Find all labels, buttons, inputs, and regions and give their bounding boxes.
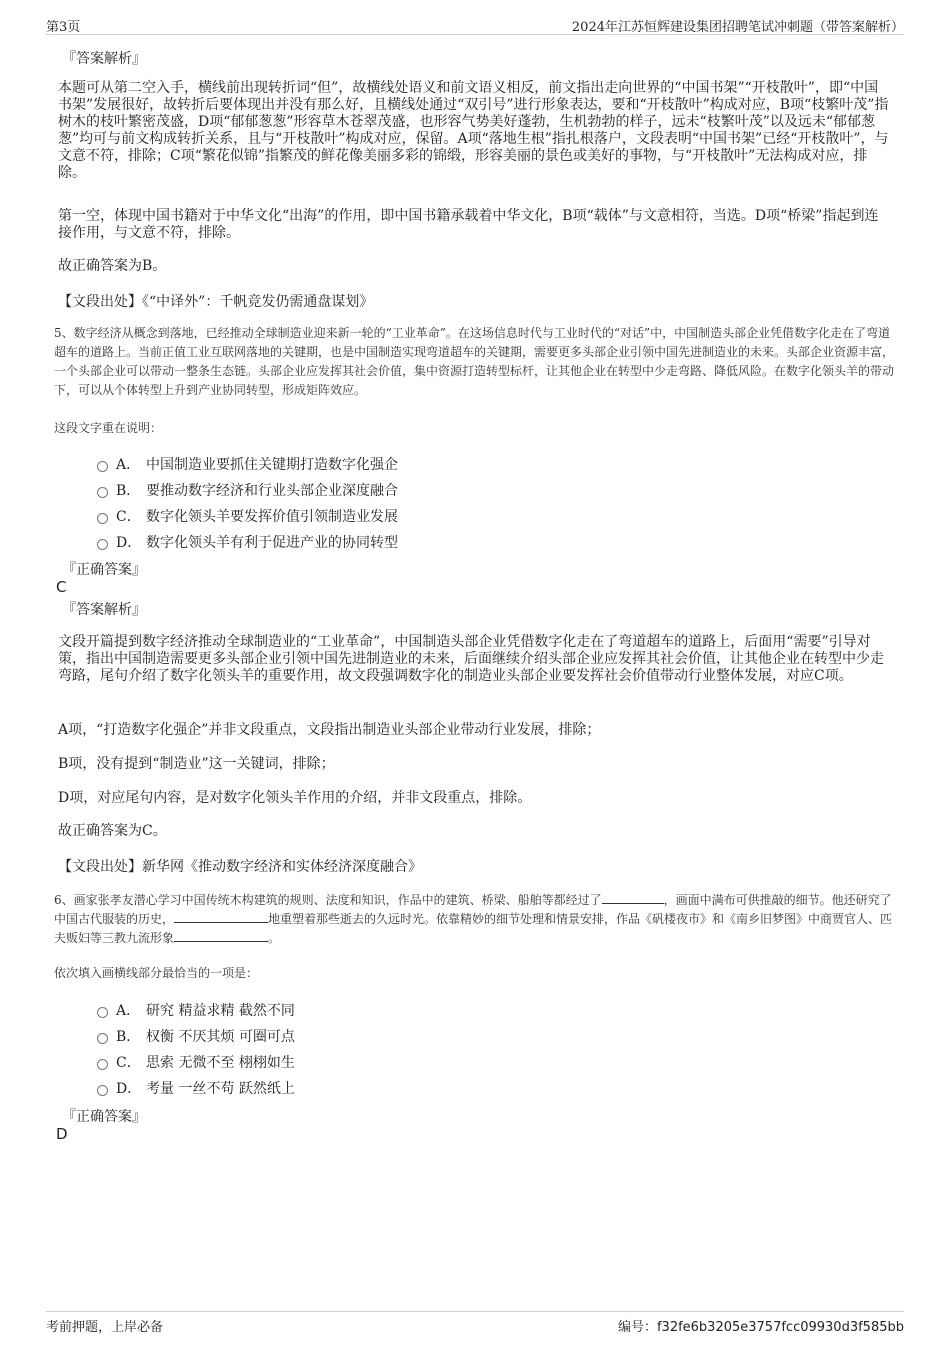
q5-note-d: D项，对应尾句内容，是对数字化领头羊作用的介绍，并非文段重点，排除。 [58,790,532,806]
q5-analysis: 文段开篇提到数字经济推动全球制造业的“工业革命”，中国制造头部企业凭借数字化走在了弯道超车的道路上，后面用“需要”引导对策，指出中国制造需要更多头部企业引领中国先进制造业的未来，后面继续介绍头部企业应发挥其社会价值，让其他企业在转型中少走弯路，尾句介绍了数字化领头羊的重要作用，故文段强调数字化的制造业头部企业要发挥社会价值带动行业整体发展，对应C项。 [58,634,884,684]
q5-option-c[interactable] [97,506,398,526]
radio-icon[interactable] [97,513,108,524]
q5-note-a: A项，“打造数字化强企”并非文段重点，文段指出制造业头部企业带动行业发展，排除； [58,722,601,738]
option-letter: A． [116,1003,141,1019]
radio-icon[interactable] [97,487,108,498]
option-text: 研究 精益求精 截然不同 [146,1003,295,1019]
blank-3[interactable] [174,929,268,942]
q6-option-b[interactable] [97,1026,295,1046]
blank-1[interactable] [602,891,664,904]
footer-slogan: 考前押题，上岸必备 [46,1320,164,1335]
option-text: 权衡 不厌其烦 可圈可点 [146,1029,295,1045]
option-letter: B． [116,483,141,499]
q4-analysis-paragraph-2: 第一空，体现中国书籍对于中华文化“出海”的作用，即中国书籍承载着中华文化，B项“载体”与文意相符，当选。D项“桥梁”指起到连接作用，与文意不符，排除。 [58,208,879,241]
q5-option-d[interactable] [97,532,398,552]
q6-ask: 依次填入画横线部分最恰当的一项是： [54,966,259,980]
q5-source: 【文段出处】新华网《推动数字经济和实体经济深度融合》 [58,859,422,875]
radio-icon[interactable] [97,1033,108,1044]
radio-icon[interactable] [97,1059,108,1070]
option-text: 要推动数字经济和行业头部企业深度融合 [146,483,398,499]
option-letter: A． [116,457,141,473]
option-text: 中国制造业要抓住关键期打造数字化强企 [146,457,398,473]
blank-2[interactable] [174,910,268,923]
radio-icon[interactable] [97,1085,108,1096]
option-letter: C． [116,1055,141,1071]
option-letter: D． [116,535,142,551]
option-text: 数字化领头羊要发挥价值引领制造业发展 [146,509,398,525]
q5-option-b[interactable] [97,480,398,500]
q5-answer: C [56,578,67,596]
q6-stem: 6、画家张孝友潜心学习中国传统木构建筑的规则、法度和知识，作品中的建筑、桥梁、船舶等都经过了 ，画面中满布可供推敲的细节。他还研究了中国古代服装的历史， 地重塑着那些逝去的久远时光。依靠精妙的细节处理和情景安排，作品《矾楼夜市》和《南乡旧梦图》中商贾官人、匹夫贩妇等三教九流形象 。 [54,893,893,945]
q5-note-b: B项，没有提到“制造业”这一关键词，排除； [58,756,335,772]
q6-option-d[interactable] [97,1078,295,1098]
q5-stem: 5、数字经济从概念到落地，已经推动全球制造业迎来新一轮的“工业革命”。在这场信息时代与工业时代的“对话”中，中国制造头部企业凭借数字化走在了弯道超车的道路上。当前正值工业互联网落地的关键期，也是中国制造实现弯道超车的关键期，需要更多头部企业引领中国先进制造业的未来。头部企业资源丰富，一个头部企业可以带动一整条生态链。头部企业应发挥其社会价值，集中资源打造转型标杆，让其他企业在转型中少走弯路、降低风险。在数字化领头羊的带动下，可以从个体转型上升到产业协同转型，形成矩阵效应。 [54,326,895,397]
page-header [46,14,904,35]
q6-option-a[interactable] [97,1000,295,1020]
q6-option-c[interactable] [97,1052,295,1072]
page-footer [46,1311,904,1334]
q4-conclusion: 故正确答案为B。 [58,258,167,274]
option-text: 思索 无微不至 栩栩如生 [146,1055,295,1071]
q6-answer-label: 『正确答案』 [62,1109,146,1125]
option-text: 数字化领头羊有利于促进产业的协同转型 [146,535,398,551]
q5-option-a[interactable] [97,454,398,474]
radio-icon[interactable] [97,1007,108,1018]
radio-icon[interactable] [97,461,108,472]
option-text: 考量 一丝不苟 跃然纸上 [146,1081,295,1097]
q5-analysis-label: 『答案解析』 [62,602,146,618]
q5-answer-label: 『正确答案』 [62,562,146,578]
q4-analysis-paragraph-1: 本题可从第二空入手，横线前出现转折词“但”，故横线处语义和前文语义相反，前文指出走向世界的“中国书架”“开枝散叶”，即“中国书架”发展很好，故转折后要体现出并没有那么好，且横线处通过“双引号”进行形象表达，要和“开枝散叶”构成对应，B项“枝繁叶茂”指树木的枝叶繁密茂盛，D项“郁郁葱葱”形容草木苍翠茂盛，也形容气势美好蓬勃，生机勃勃的样子，远未“枝繁叶茂”以及远未“郁郁葱葱”均可与前文构成转折关系，且与“开枝散叶”构成对应，保留。A项“落地生根”指扎根落户，文段表明“中国书架”已经“开枝散叶”，与文意不符，排除；C项“繁花似锦”指繁茂的鲜花像美丽多彩的锦缎，形容美丽的景色或美好的事物，与“开枝散叶”无法构成对应，排除。 [58,80,889,181]
radio-icon[interactable] [97,539,108,550]
option-letter: C． [116,509,141,525]
option-letter: D． [116,1081,142,1097]
document-title: 2024年江苏恒辉建设集团招聘笔试冲刺题（带答案解析） [571,20,904,35]
q5-conclusion: 故正确答案为C。 [58,823,167,839]
q5-ask: 这段文字重在说明： [54,421,163,435]
q4-source: 【文段出处】《“中译外”：千帆竞发仍需通盘谋划》 [58,294,374,310]
option-letter: B． [116,1029,141,1045]
document-code: 编号：f32fe6b3205e3757fcc09930d3f585bb [617,1320,904,1335]
q4-analysis-label: 『答案解析』 [62,51,146,67]
q6-answer: D [56,1125,68,1143]
page-number: 第3页 [46,20,81,35]
